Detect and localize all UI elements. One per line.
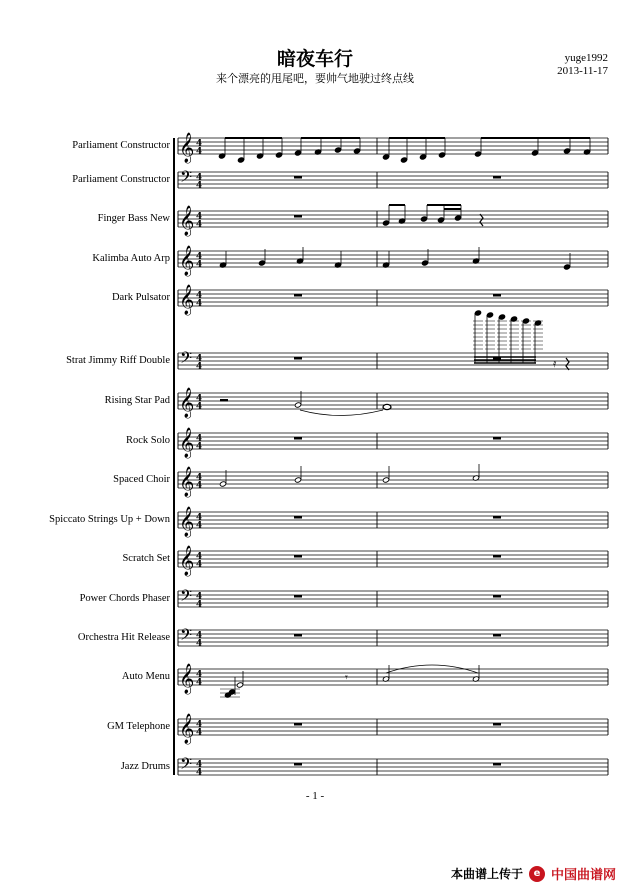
whole-rest bbox=[493, 437, 501, 440]
time-signature-bottom: 4 bbox=[196, 442, 203, 452]
time-signature-top: 4 bbox=[196, 354, 203, 364]
time-signature-top: 4 bbox=[196, 670, 203, 680]
whole-rest bbox=[294, 555, 302, 558]
time-signature-bottom: 4 bbox=[196, 147, 203, 157]
instrument-label: Spiccato Strings Up + Down bbox=[49, 514, 170, 525]
treble-clef-icon: 𝄞 bbox=[179, 246, 195, 276]
time-signature-top: 4 bbox=[196, 760, 203, 770]
time-signature-bottom: 4 bbox=[196, 402, 203, 412]
site-brand[interactable]: 中国曲谱网 bbox=[550, 868, 616, 883]
time-signature-bottom: 4 bbox=[196, 220, 203, 230]
whole-rest bbox=[493, 516, 501, 519]
instrument-label: Parliament Constructor bbox=[72, 174, 170, 185]
time-signature-bottom: 4 bbox=[196, 362, 203, 372]
whole-rest bbox=[294, 516, 302, 519]
composer-date: 2013-11-17 bbox=[557, 65, 608, 77]
instrument-label: Auto Menu bbox=[121, 671, 170, 682]
note-head bbox=[474, 310, 481, 316]
note-head bbox=[258, 260, 265, 266]
whole-note bbox=[383, 404, 391, 409]
treble-clef-icon: 𝄞 bbox=[179, 428, 195, 458]
time-signature-bottom: 4 bbox=[196, 728, 203, 738]
note-head bbox=[474, 151, 481, 157]
treble-clef-icon: 𝄞 bbox=[179, 206, 195, 236]
whole-rest bbox=[493, 595, 501, 598]
time-signature-top: 4 bbox=[196, 212, 203, 222]
note-head bbox=[437, 217, 444, 223]
treble-clef-icon: 𝄞 bbox=[179, 546, 195, 576]
time-signature-bottom: 4 bbox=[196, 481, 203, 491]
whole-rest bbox=[493, 176, 501, 179]
note-head bbox=[382, 477, 389, 483]
time-signature-top: 4 bbox=[196, 252, 203, 262]
note-head bbox=[563, 264, 570, 270]
whole-rest bbox=[294, 294, 302, 297]
note-head bbox=[237, 157, 244, 163]
note-head bbox=[498, 314, 505, 320]
time-signature-bottom: 4 bbox=[196, 768, 203, 778]
time-signature-bottom: 4 bbox=[196, 639, 203, 649]
sixteenth-rest-icon: 𝄿 bbox=[553, 357, 557, 370]
note-head bbox=[275, 152, 282, 158]
note-head bbox=[382, 154, 389, 160]
note-head bbox=[382, 220, 389, 226]
site-footer bbox=[451, 864, 616, 883]
instrument-label: Orchestra Hit Release bbox=[77, 632, 170, 643]
note-head bbox=[400, 157, 407, 163]
time-signature-bottom: 4 bbox=[196, 600, 203, 610]
whole-rest bbox=[294, 763, 302, 766]
time-signature-top: 4 bbox=[196, 394, 203, 404]
note-head bbox=[236, 682, 243, 688]
note-head bbox=[419, 154, 426, 160]
time-signature-bottom: 4 bbox=[196, 521, 203, 531]
note-head bbox=[563, 148, 570, 154]
bass-clef-icon: 𝄢 bbox=[180, 626, 193, 648]
time-signature-top: 4 bbox=[196, 552, 203, 562]
whole-rest bbox=[294, 357, 302, 360]
time-signature-top: 4 bbox=[196, 631, 203, 641]
time-signature-top: 4 bbox=[196, 291, 203, 301]
instrument-label: Dark Pulsator bbox=[111, 292, 170, 303]
time-signature-top: 4 bbox=[196, 473, 203, 483]
tie-arc bbox=[300, 410, 383, 416]
instrument-label: Jazz Drums bbox=[120, 761, 170, 772]
time-signature-bottom: 4 bbox=[196, 181, 203, 191]
note-head bbox=[334, 147, 341, 153]
note-head bbox=[421, 260, 428, 266]
instrument-label: Rock Solo bbox=[125, 435, 170, 446]
time-signature-top: 4 bbox=[196, 592, 203, 602]
eighth-rest-icon: 𝄾 bbox=[345, 671, 348, 684]
whole-rest bbox=[294, 215, 302, 218]
note-head bbox=[294, 150, 301, 156]
treble-clef-icon: 𝄞 bbox=[179, 467, 195, 497]
note-head bbox=[438, 152, 445, 158]
instrument-label: Spaced Choir bbox=[113, 474, 170, 485]
instrument-label: Parliament Constructor bbox=[72, 140, 170, 151]
whole-rest bbox=[493, 634, 501, 637]
note-head bbox=[294, 477, 301, 483]
note-head bbox=[486, 312, 493, 318]
treble-clef-icon: 𝄞 bbox=[179, 664, 195, 694]
bass-clef-icon: 𝄢 bbox=[180, 168, 193, 190]
whole-rest bbox=[294, 176, 302, 179]
instrument-label: Finger Bass New bbox=[97, 213, 170, 224]
time-signature-top: 4 bbox=[196, 173, 203, 183]
note-head bbox=[219, 481, 226, 487]
score-subtitle: 来个漂亮的甩尾吧，要帅气地驶过终点线 bbox=[216, 72, 414, 85]
treble-clef-icon: 𝄞 bbox=[179, 507, 195, 537]
instrument-label: Rising Star Pad bbox=[104, 395, 170, 406]
note-head bbox=[420, 216, 427, 222]
instrument-label: Scratch Set bbox=[122, 553, 170, 564]
time-signature-bottom: 4 bbox=[196, 560, 203, 570]
half-rest bbox=[220, 399, 228, 402]
treble-clef-icon: 𝄞 bbox=[179, 714, 195, 744]
time-signature-bottom: 4 bbox=[196, 678, 203, 688]
whole-rest bbox=[493, 723, 501, 726]
time-signature-top: 4 bbox=[196, 720, 203, 730]
whole-rest bbox=[493, 555, 501, 558]
time-signature-bottom: 4 bbox=[196, 299, 203, 309]
whole-rest bbox=[493, 763, 501, 766]
whole-rest bbox=[493, 294, 501, 297]
treble-clef-icon: 𝄞 bbox=[179, 388, 195, 418]
note-head bbox=[353, 148, 360, 154]
note-head bbox=[228, 689, 235, 695]
time-signature-bottom: 4 bbox=[196, 260, 203, 270]
treble-clef-icon: 𝄞 bbox=[179, 133, 195, 163]
quarter-rest bbox=[566, 358, 569, 370]
whole-rest bbox=[294, 634, 302, 637]
instrument-label: Power Chords Phaser bbox=[79, 593, 170, 604]
instrument-label: Kalimba Auto Arp bbox=[92, 253, 170, 264]
treble-clef-icon: 𝄞 bbox=[179, 285, 195, 315]
time-signature-top: 4 bbox=[196, 139, 203, 149]
score-title: 暗夜车行 bbox=[276, 48, 353, 70]
instrument-label: GM Telephone bbox=[107, 721, 170, 732]
site-logo-icon: e bbox=[529, 866, 545, 882]
bass-clef-icon: 𝄢 bbox=[180, 587, 193, 609]
whole-rest bbox=[294, 723, 302, 726]
note-head bbox=[531, 150, 538, 156]
uploaded-text: 本曲谱上传于 bbox=[450, 867, 523, 881]
note-head bbox=[454, 215, 461, 221]
bass-clef-icon: 𝄢 bbox=[180, 349, 193, 371]
note-head bbox=[294, 402, 301, 408]
whole-rest bbox=[294, 437, 302, 440]
time-signature-top: 4 bbox=[196, 434, 203, 444]
composer-name: yuge1992 bbox=[564, 52, 608, 64]
bass-clef-icon: 𝄢 bbox=[180, 755, 193, 777]
time-signature-top: 4 bbox=[196, 513, 203, 523]
page-number: - 1 - bbox=[305, 790, 325, 802]
whole-rest bbox=[294, 595, 302, 598]
instrument-label: Strat Jimmy Riff Double bbox=[66, 355, 170, 366]
quarter-rest bbox=[480, 214, 483, 226]
